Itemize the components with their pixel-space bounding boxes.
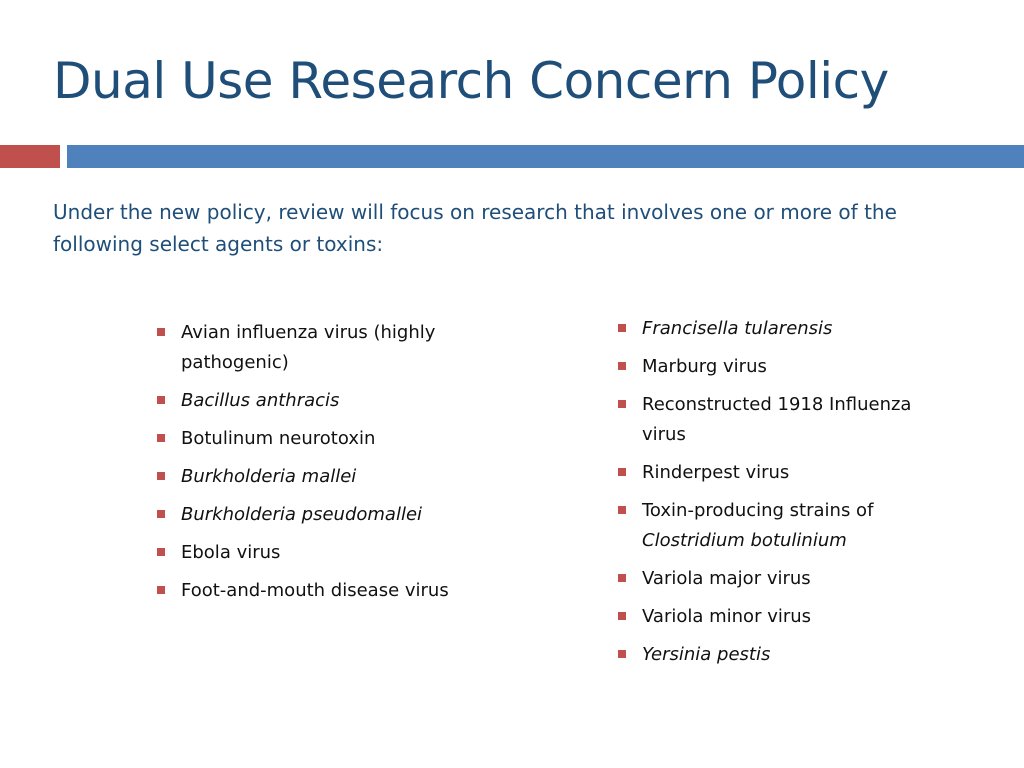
list-item-text: Toxin-producing strains of <box>642 500 874 521</box>
square-bullet-icon <box>157 548 165 556</box>
list-item-text: Reconstructed 1918 Influenza virus <box>642 394 912 445</box>
square-bullet-icon <box>618 324 626 332</box>
square-bullet-icon <box>157 510 165 518</box>
list-item-text: Marburg virus <box>642 356 767 377</box>
list-item <box>155 386 495 416</box>
square-bullet-icon <box>618 506 626 514</box>
list-item-subtext: Clostridium botulinium <box>642 530 847 551</box>
square-bullet-icon <box>618 612 626 620</box>
list-item-text: Variola minor virus <box>642 606 812 627</box>
list-item <box>616 314 956 344</box>
list-item <box>616 458 956 488</box>
list-item <box>155 500 495 530</box>
list-item-text: Bacillus anthracis <box>181 390 340 411</box>
list-item-text: Burkholderia mallei <box>181 466 357 487</box>
list-item <box>616 496 956 556</box>
list-item-text: Yersinia pestis <box>642 644 771 665</box>
list-item <box>155 424 495 454</box>
agent-list-left <box>155 318 495 614</box>
list-item-text: Foot-and-mouth disease virus <box>181 580 449 601</box>
square-bullet-icon <box>157 434 165 442</box>
square-bullet-icon <box>618 574 626 582</box>
square-bullet-icon <box>618 650 626 658</box>
intro-text: Under the new policy, review will focus on research that involves one or more of the following select agents or toxins: <box>53 200 897 256</box>
square-bullet-icon <box>618 362 626 370</box>
list-item-text: Ebola virus <box>181 542 281 563</box>
list-item-text: Francisella tularensis <box>642 318 833 339</box>
square-bullet-icon <box>618 468 626 476</box>
list-item <box>616 564 956 594</box>
square-bullet-icon <box>157 328 165 336</box>
list-item <box>616 602 956 632</box>
list-item-text: Variola major virus <box>642 568 811 589</box>
list-item-text: Avian influenza virus (highly pathogenic) <box>181 322 436 373</box>
square-bullet-icon <box>157 396 165 404</box>
square-bullet-icon <box>157 586 165 594</box>
list-item-text: Burkholderia pseudomallei <box>181 504 423 525</box>
list-item <box>616 390 956 450</box>
square-bullet-icon <box>618 400 626 408</box>
list-item <box>155 538 495 568</box>
slide-title: Dual Use Research Concern Policy <box>53 52 889 110</box>
agent-list-right <box>616 314 956 678</box>
list-item <box>616 640 956 670</box>
title-accent-bar-red <box>0 145 60 168</box>
list-item <box>616 352 956 382</box>
list-item-text: Rinderpest virus <box>642 462 790 483</box>
list-item <box>155 576 495 606</box>
square-bullet-icon <box>157 472 165 480</box>
list-item-text: Botulinum neurotoxin <box>181 428 376 449</box>
list-item <box>155 462 495 492</box>
list-item <box>155 318 495 378</box>
title-accent-bar-blue <box>67 145 1024 168</box>
